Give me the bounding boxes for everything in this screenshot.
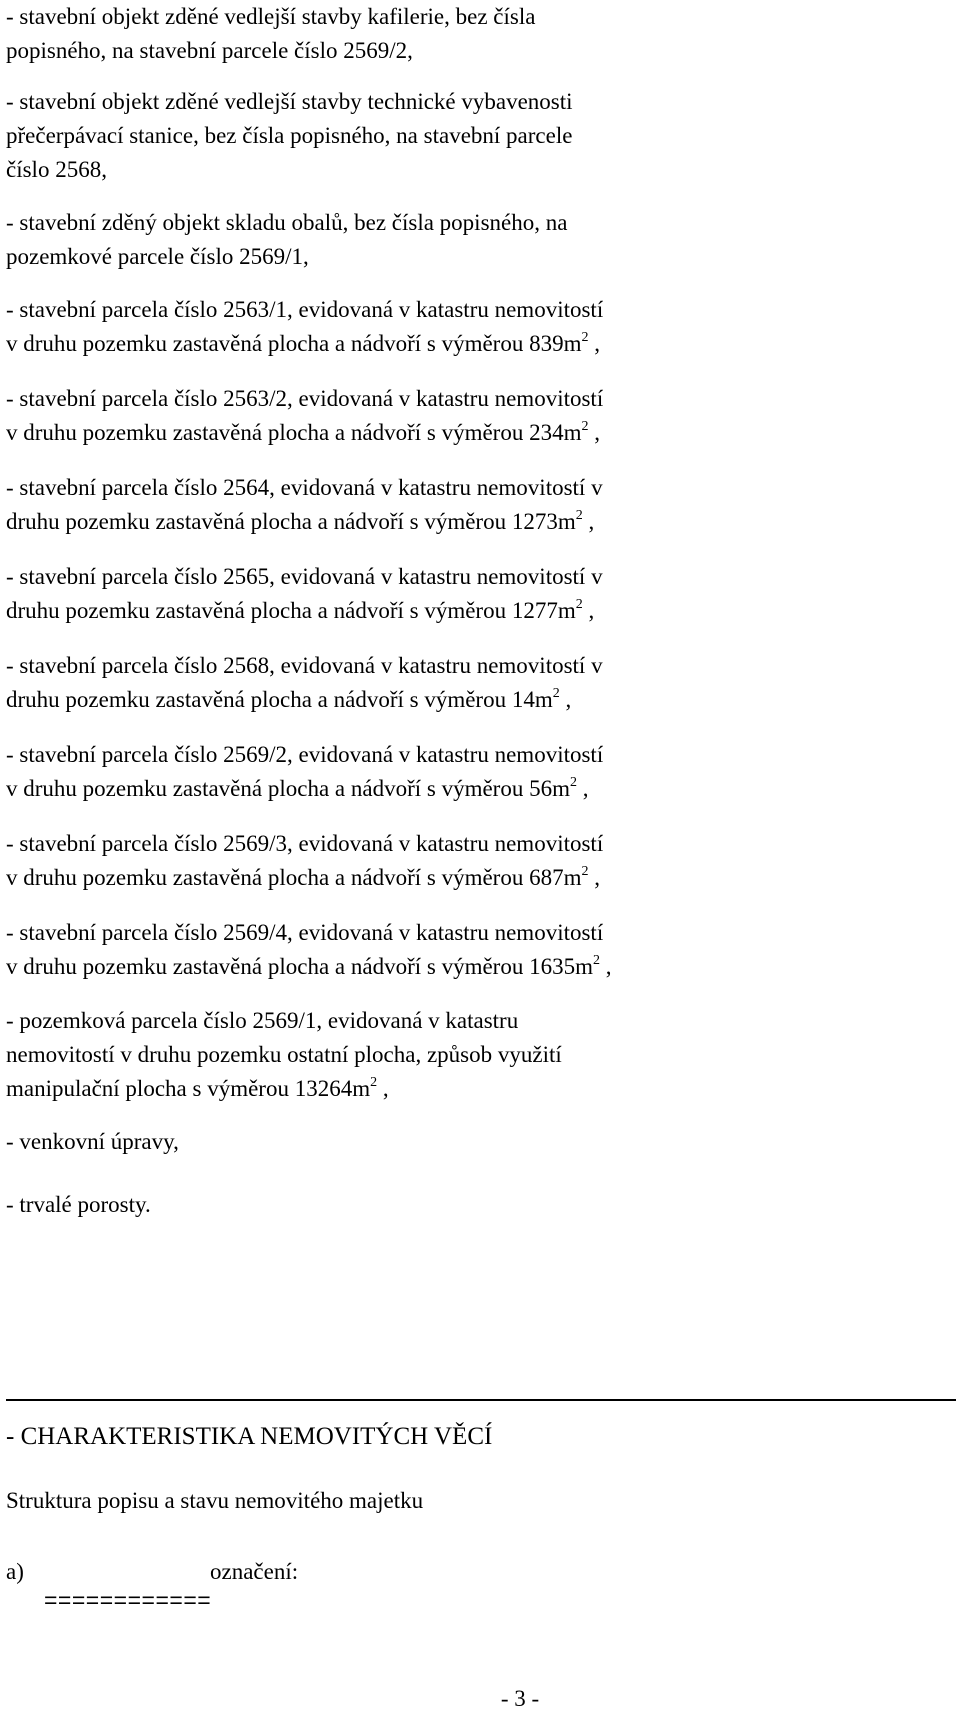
list-item-line: přečerpávací stanice, bez čísla popisného, na stavební parcele	[6, 123, 573, 148]
list-item	[6, 1004, 562, 1106]
area-unit-exponent: 2	[552, 686, 560, 701]
line-text: v druhu pozemku zastavěná plocha a nádvoří s výměrou 234m	[6, 420, 582, 445]
line-text: druhu pozemku zastavěná plocha a nádvoří s výměrou 14m	[6, 687, 553, 712]
list-item	[6, 0, 535, 68]
list-item	[6, 85, 573, 187]
area-unit-exponent: 2	[581, 419, 589, 434]
line-text: v druhu pozemku zastavěná plocha a nádvoří s výměrou 56m	[6, 776, 570, 801]
page-number: - 3 -	[500, 1686, 540, 1711]
list-item-line	[6, 416, 603, 450]
list-item-line	[6, 594, 603, 628]
list-item-line: nemovitostí v druhu pozemku ostatní plocha, způsob využití	[6, 1042, 562, 1067]
list-item-line: - stavební parcela číslo 2565, evidovaná v katastru nemovitostí v	[6, 564, 603, 589]
list-item	[6, 649, 603, 717]
area-unit-exponent: 2	[575, 508, 583, 523]
list-item-line: - pozemková parcela číslo 2569/1, evidovaná v katastru	[6, 1008, 519, 1033]
list-item-line: číslo 2568,	[6, 157, 107, 182]
area-unit-exponent: 2	[581, 330, 589, 345]
list-item-line: - stavební parcela číslo 2563/2, evidovaná v katastru nemovitostí	[6, 386, 604, 411]
item-letter: a)	[6, 1559, 24, 1584]
line-tail: ,	[588, 331, 600, 356]
list-item-line	[6, 505, 603, 539]
line-tail: ,	[559, 687, 572, 712]
list-item-line: popisného, na stavební parcele číslo 2569/2,	[6, 38, 413, 63]
list-item-line	[6, 861, 603, 895]
list-item-line: - stavební objekt zděné vedlejší stavby technické vybavenosti	[6, 89, 573, 114]
line-tail: ,	[377, 1076, 389, 1101]
list-item	[6, 1188, 151, 1222]
area-unit-exponent: 2	[592, 953, 600, 968]
list-item-line: pozemkové parcele číslo 2569/1,	[6, 244, 309, 269]
list-item-line: - stavební parcela číslo 2564, evidovaná v katastru nemovitostí v	[6, 475, 603, 500]
area-unit-exponent: 2	[581, 864, 589, 879]
list-item-line	[6, 683, 603, 717]
list-item-line	[6, 772, 603, 806]
list-item-line: - stavební zděný objekt skladu obalů, bez čísla popisného, na	[6, 210, 568, 235]
list-item	[6, 471, 603, 539]
area-unit-exponent: 2	[575, 597, 583, 612]
list-item-line: - stavební objekt zděné vedlejší stavby kafilerie, bez čísla	[6, 4, 536, 29]
list-item-line	[6, 950, 611, 984]
list-item-line	[6, 1072, 562, 1106]
list-item	[6, 293, 603, 361]
list-item-line	[6, 327, 603, 361]
line-tail: ,	[576, 776, 589, 801]
line-tail: ,	[582, 509, 595, 534]
list-item	[6, 1125, 179, 1159]
list-item-line: - stavební parcela číslo 2563/1, evidovaná v katastru nemovitostí	[6, 297, 604, 322]
list-item	[6, 827, 603, 895]
line-tail: ,	[588, 420, 600, 445]
item-label: označení:	[210, 1559, 299, 1584]
list-item-line: - stavební parcela číslo 2568, evidovaná v katastru nemovitostí v	[6, 653, 603, 678]
list-item	[6, 738, 603, 806]
list-item	[6, 206, 567, 274]
section-subheading: Struktura popisu a stavu nemovitého majetku	[6, 1488, 424, 1513]
area-unit-exponent: 2	[569, 775, 577, 790]
list-item-line: - trvalé porosty.	[6, 1192, 151, 1217]
horizontal-rule	[6, 1399, 956, 1401]
line-tail: ,	[599, 954, 612, 979]
line-text: manipulační plocha s výměrou 13264m	[6, 1076, 371, 1101]
line-text: v druhu pozemku zastavěná plocha a nádvoří s výměrou 839m	[6, 331, 582, 356]
line-text: druhu pozemku zastavěná plocha a nádvoří s výměrou 1273m	[6, 509, 576, 534]
line-text: v druhu pozemku zastavěná plocha a nádvoří s výměrou 687m	[6, 865, 582, 890]
line-tail: ,	[582, 598, 595, 623]
line-text: druhu pozemku zastavěná plocha a nádvoří s výměrou 1277m	[6, 598, 576, 623]
list-item	[6, 382, 603, 450]
list-item-line: - stavební parcela číslo 2569/4, evidovaná v katastru nemovitostí	[6, 920, 604, 945]
area-unit-exponent: 2	[370, 1075, 378, 1090]
list-item-line: - stavební parcela číslo 2569/3, evidovaná v katastru nemovitostí	[6, 831, 604, 856]
item-underline: ============	[44, 1587, 212, 1613]
line-text: v druhu pozemku zastavěná plocha a nádvoří s výměrou 1635m	[6, 954, 593, 979]
section-heading: - CHARAKTERISTIKA NEMOVITÝCH VĚCÍ	[6, 1423, 493, 1450]
list-item-line: - stavební parcela číslo 2569/2, evidovaná v katastru nemovitostí	[6, 742, 604, 767]
list-item	[6, 560, 603, 628]
list-item-line: - venkovní úpravy,	[6, 1129, 179, 1154]
line-tail: ,	[588, 865, 600, 890]
list-item	[6, 916, 611, 984]
